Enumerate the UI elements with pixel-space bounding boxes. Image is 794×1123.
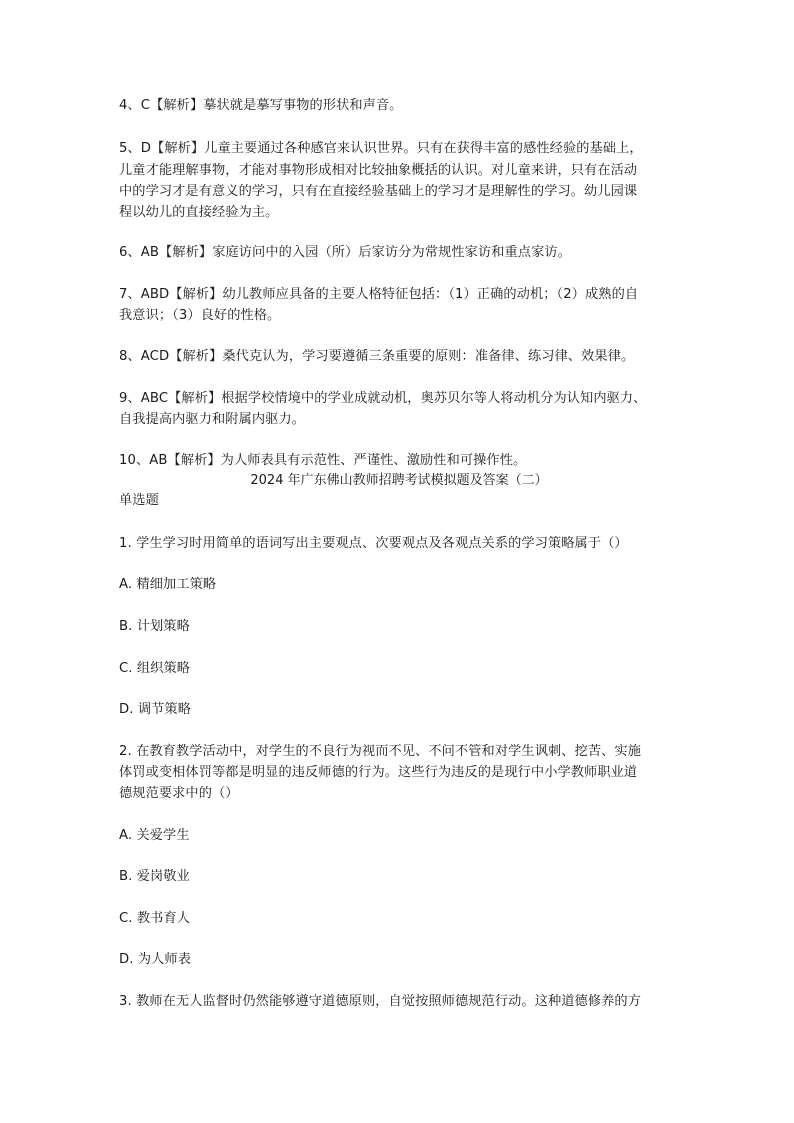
question-option: A. 关爱学生 bbox=[119, 828, 190, 843]
answer-line: 自我提高内驱力和附属内驱力。 bbox=[119, 412, 306, 427]
question-option: B. 爱岗敬业 bbox=[119, 869, 190, 884]
question-stem: 德规范要求中的（） bbox=[119, 786, 239, 801]
answer-line: 5、D【解析】儿童主要通过各种感官来认识世界。只有在获得丰富的感性经验的基础上， bbox=[119, 141, 643, 156]
answer-line: 我意识；（3）良好的性格。 bbox=[119, 308, 281, 323]
question-option: C. 组织策略 bbox=[119, 661, 191, 676]
answer-line: 4、C【解析】摹状就是摹写事物的形状和声音。 bbox=[119, 98, 403, 113]
section-type-label: 单选题 bbox=[119, 493, 159, 508]
question-option: C. 教书育人 bbox=[119, 911, 191, 926]
question-stem: 2. 在教育教学活动中，对学生的不良行为视而不见、不问不管和对学生讽刺、挖苦、实施 bbox=[119, 744, 641, 759]
question-stem: 体罚或变相体罚等都是明显的违反师德的行为。这些行为违反的是现行中小学教师职业道 bbox=[119, 765, 638, 780]
answer-line: 7、ABD【解析】幼儿教师应具备的主要人格特征包括：（1）正确的动机；（2）成熟的自 bbox=[119, 287, 639, 302]
answer-line: 儿童才能理解事物，才能对事物形成相对比较抽象概括的认识。对儿童来讲，只有在活动 bbox=[119, 163, 638, 178]
answer-line: 程以幼儿的直接经验为主。 bbox=[119, 205, 279, 220]
question-option: D. 调节策略 bbox=[119, 702, 191, 717]
question-option: A. 精细加工策略 bbox=[119, 577, 217, 592]
question-option: D. 为人师表 bbox=[119, 952, 191, 967]
answer-line: 中的学习才是有意义的学习，只有在直接经验基础上的学习才是理解性的学习。幼儿园课 bbox=[119, 184, 638, 199]
answer-line: 8、ACD【解析】桑代克认为，学习要遵循三条重要的原则：准备律、练习律、效果律。 bbox=[119, 349, 635, 364]
answer-line: 9、ABC【解析】根据学校情境中的学业成就动机，奥苏贝尔等人将动机分为认知内驱力、 bbox=[119, 391, 647, 406]
question-option: B. 计划策略 bbox=[119, 619, 190, 634]
answer-line: 10、AB【解析】为人师表具有示范性、严谨性、激励性和可操作性。 bbox=[119, 453, 527, 468]
answer-line: 6、AB【解析】家庭访问中的入园（所）后家访分为常规性家访和重点家访。 bbox=[119, 245, 571, 260]
question-stem: 3. 教师在无人监督时仍然能够遵守道德原则，自觉按照师德规范行动。这种道德修养的方 bbox=[119, 994, 641, 1009]
question-stem: 1. 学生学习时用简单的语词写出主要观点、次要观点及各观点关系的学习策略属于（） bbox=[119, 536, 628, 551]
section-title: 2024 年广东佛山教师招聘考试模拟题及答案（二） bbox=[250, 473, 548, 488]
